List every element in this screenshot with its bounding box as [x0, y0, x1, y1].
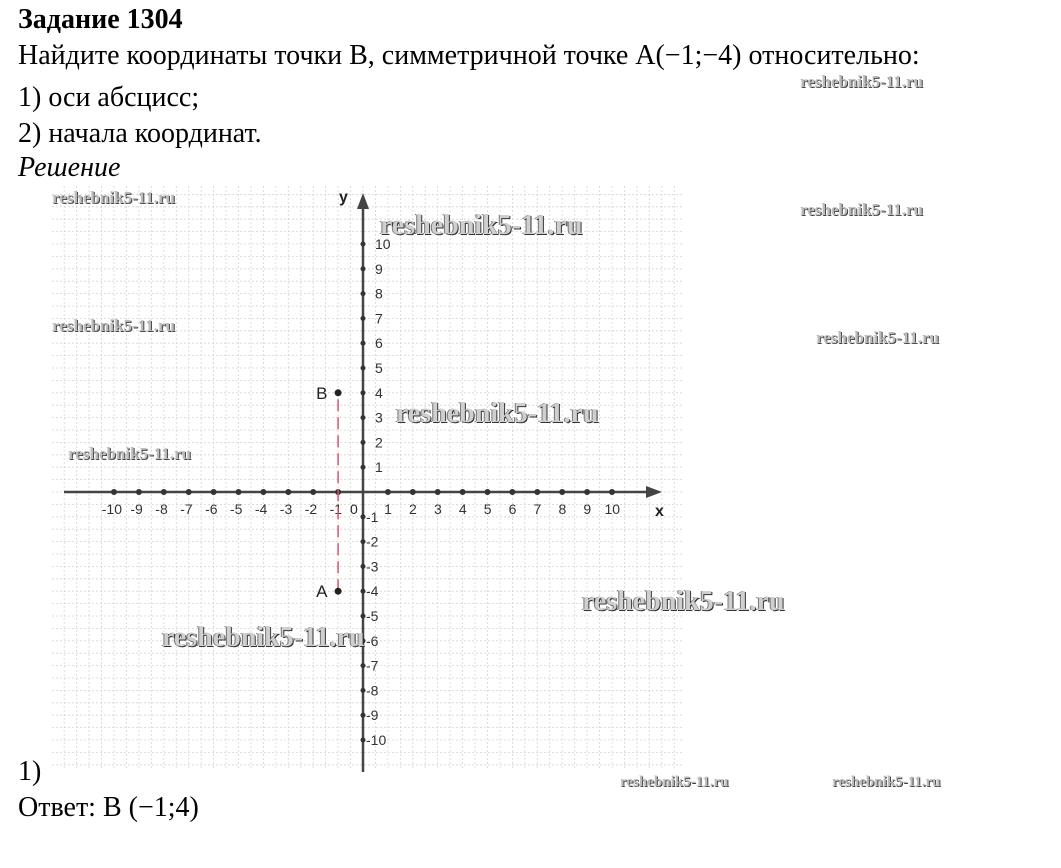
x-tick-label: 4 — [458, 501, 467, 517]
x-tick-label: 1 — [384, 501, 392, 517]
y-tick-label: -3 — [366, 558, 379, 575]
x-tick-dot — [161, 489, 167, 495]
y-axis-label: y — [339, 189, 348, 206]
item-1-label: 1) — [18, 756, 42, 787]
watermark: reshebnik5-11.ru — [800, 200, 923, 219]
y-tick-label: -1 — [366, 508, 379, 525]
x-axis-label: x — [655, 503, 664, 520]
x-tick-label: -9 — [130, 501, 143, 517]
x-tick-dot — [111, 489, 117, 495]
x-tick-label: 8 — [558, 501, 567, 517]
x-tick-dot — [285, 489, 291, 495]
watermark: reshebnik5-11.ru — [832, 774, 941, 790]
point-a — [335, 588, 342, 595]
point-b — [335, 389, 342, 396]
x-tick-label: -5 — [230, 501, 243, 517]
y-tick-dot — [361, 242, 366, 247]
axes — [64, 193, 662, 772]
x-tick-dot — [534, 489, 540, 495]
x-tick-dot — [310, 489, 316, 495]
x-tick-label: -3 — [279, 501, 293, 517]
x-tick-dot — [260, 489, 266, 495]
y-tick-label: 5 — [375, 360, 383, 376]
watermark: reshebnik5-11.ru — [800, 72, 923, 91]
y-tick-label: 4 — [375, 384, 383, 401]
x-tick-dot — [609, 489, 615, 495]
x-tick-dot — [584, 489, 590, 495]
x-tick-label: 6 — [508, 501, 517, 517]
watermark: reshebnik5-11.ru — [396, 398, 599, 429]
y-tick-label: 3 — [375, 409, 383, 426]
y-tick-label: -5 — [366, 608, 379, 624]
y-tick-label: -9 — [366, 707, 379, 724]
y-tick-dot — [361, 663, 366, 668]
x-tick-dot — [485, 489, 491, 495]
task-part-2: 2) начала координат. — [18, 118, 262, 149]
answer-text: Ответ: B (−1;4) — [18, 792, 199, 823]
y-tick-label: 7 — [375, 310, 383, 327]
y-tick-dot — [361, 415, 366, 420]
x-tick-dot — [385, 489, 391, 495]
tick-labels — [102, 189, 664, 748]
x-tick-dot — [509, 489, 515, 495]
x-tick-dot — [136, 489, 142, 495]
y-tick-dot — [361, 564, 366, 569]
x-tick-dot — [410, 489, 416, 495]
task-part-1: 1) оси абсцисс; — [18, 82, 200, 113]
x-tick-label: -6 — [205, 501, 218, 517]
watermark: reshebnik5-11.ru — [52, 316, 175, 335]
y-tick-label: 9 — [375, 260, 383, 277]
x-tick-dot — [460, 489, 466, 495]
y-tick-dot — [361, 266, 366, 271]
watermark: reshebnik5-11.ru — [52, 188, 175, 207]
x-tick-label: -7 — [180, 501, 193, 517]
y-tick-dot — [361, 713, 366, 718]
x-tick-dot — [236, 489, 242, 495]
watermark: reshebnik5-11.ru — [162, 622, 365, 653]
y-tick-label: 1 — [375, 459, 383, 476]
y-tick-label: -4 — [366, 583, 379, 600]
x-tick-label: 9 — [583, 501, 592, 517]
grid-lines — [52, 186, 682, 768]
y-tick-label: -7 — [366, 657, 379, 674]
y-tick-dot — [361, 465, 366, 470]
watermark: reshebnik5-11.ru — [68, 444, 191, 463]
watermark: reshebnik5-11.ru — [620, 774, 729, 790]
x-tick-label: -4 — [254, 501, 268, 517]
y-tick-dot — [361, 614, 366, 619]
x-tick-label: -8 — [155, 501, 168, 517]
x-tick-label: -10 — [101, 501, 122, 517]
point-label-a: A — [316, 582, 328, 602]
x-tick-dot — [559, 489, 565, 495]
y-tick-dot — [361, 738, 366, 743]
y-tick-label: 10 — [375, 236, 391, 252]
task-title: Задание 1304 — [18, 4, 183, 35]
y-tick-dot — [361, 589, 366, 594]
y-tick-dot — [361, 440, 366, 445]
watermark: reshebnik5-11.ru — [582, 586, 785, 617]
y-tick-dot — [361, 688, 366, 693]
y-axis-arrow — [357, 193, 369, 209]
task-question: Найдите координаты точки B, симметричной точке A(−1;−4) относительно: — [18, 40, 920, 71]
x-tick-label: -1 — [329, 501, 343, 517]
y-tick-label: 8 — [375, 285, 383, 302]
y-tick-dot — [361, 390, 366, 395]
x-tick-label: 10 — [604, 501, 621, 517]
x-axis-arrow — [646, 486, 662, 498]
solution-label: Решение — [18, 152, 121, 183]
y-tick-dot — [361, 341, 366, 346]
y-tick-dot — [361, 316, 366, 321]
y-tick-label: 2 — [375, 434, 383, 451]
x-tick-label: 2 — [409, 501, 417, 517]
y-tick-dot — [361, 539, 366, 544]
origin-label: 0 — [350, 501, 358, 517]
x-tick-label: 3 — [433, 501, 442, 517]
x-tick-label: 7 — [533, 501, 542, 517]
y-tick-dot — [361, 291, 366, 296]
y-tick-dot — [361, 366, 366, 371]
x-tick-dot — [211, 489, 217, 495]
watermark: reshebnik5-11.ru — [816, 328, 939, 347]
x-tick-dot — [186, 489, 192, 495]
x-tick-dot — [435, 489, 441, 495]
y-tick-label: -2 — [366, 533, 379, 550]
y-tick-label: -8 — [366, 682, 379, 699]
x-tick-label: 5 — [483, 501, 492, 517]
watermark: reshebnik5-11.ru — [380, 210, 583, 241]
y-tick-label: -10 — [366, 732, 387, 748]
y-tick-dot — [361, 514, 366, 519]
y-tick-label: -6 — [366, 632, 379, 649]
point-label-b: B — [316, 383, 328, 403]
y-tick-label: 6 — [375, 335, 383, 352]
x-tick-label: -2 — [304, 501, 318, 517]
